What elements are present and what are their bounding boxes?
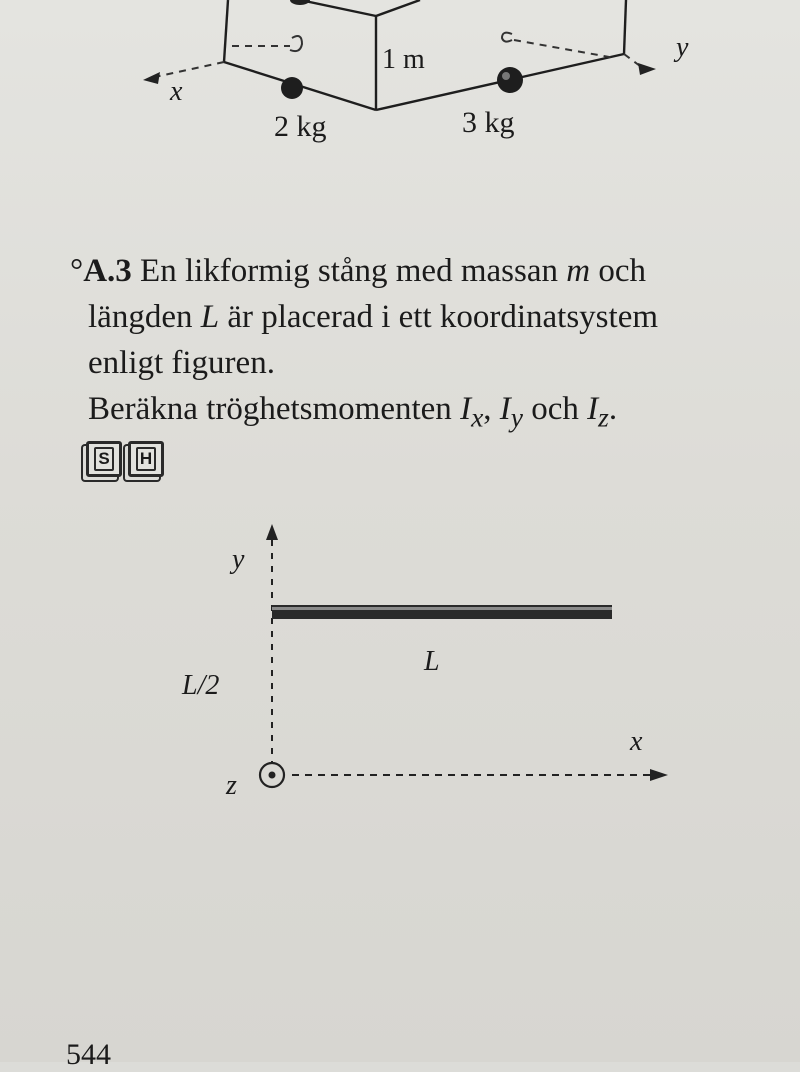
- problem-line4-start: Beräkna tröghetsmomenten: [88, 391, 461, 427]
- y-axis-arrowhead: [638, 63, 656, 75]
- var-Ix: I: [460, 391, 472, 427]
- top-figure: [0, 0, 800, 200]
- var-Iy-sub: y: [510, 401, 523, 433]
- box-edge-top-left: [300, 0, 376, 16]
- top-mass: [290, 0, 310, 5]
- x-axis-dashed: [150, 62, 224, 78]
- problem-line1-end: och: [590, 253, 646, 289]
- y-axis-dashed: [624, 54, 640, 66]
- top-axis-x-label: x: [170, 76, 183, 107]
- mass-right-label: 3 kg: [462, 106, 515, 139]
- var-Iy: I: [499, 391, 511, 427]
- rod-axis-y-label: y: [232, 544, 245, 575]
- mass-2kg: [281, 77, 303, 99]
- problem-line4-end: .: [608, 391, 618, 427]
- problem-number: A.3: [83, 253, 132, 289]
- var-L: L: [200, 299, 220, 335]
- problem-line-4: [70, 386, 780, 441]
- badge-row: [86, 441, 164, 477]
- problem-line4-and: och: [523, 391, 588, 427]
- badge-s-label: S: [94, 447, 113, 471]
- mass-left-label: 2 kg: [274, 110, 327, 143]
- box-edge-top-right: [376, 0, 420, 16]
- page-number: 544: [66, 1038, 111, 1071]
- var-Iz: I: [587, 391, 599, 427]
- mass-3kg: [497, 67, 523, 93]
- rod-axis-x-label: x: [630, 726, 643, 757]
- problem-marker: °: [70, 253, 84, 289]
- hidden-mass-left: [290, 36, 302, 51]
- problem-line2-start: längden: [88, 299, 201, 335]
- problem-text: [70, 248, 780, 441]
- x-axis-arrowhead: [143, 72, 160, 84]
- rod-length-label: L: [424, 646, 440, 677]
- problem-line-3: enligt figuren.: [88, 345, 275, 381]
- problem-line2-end: är placerad i ett koordinatsystem: [219, 299, 659, 335]
- rod-height-label: L/2: [182, 670, 220, 701]
- problem-line4-sep: ,: [483, 391, 500, 427]
- badge-s-icon: [86, 441, 122, 477]
- var-m: m: [566, 253, 591, 289]
- badge-h-label: H: [136, 447, 156, 471]
- var-Iz-sub: z: [598, 401, 609, 433]
- problem-line-1: [70, 248, 780, 294]
- badge-h-icon: [128, 441, 164, 477]
- box-edge-left: [224, 0, 228, 62]
- var-Ix-sub: x: [471, 401, 484, 433]
- edge-length-label: 1 m: [382, 44, 425, 75]
- problem-line-2: [70, 294, 780, 340]
- hidden-edge-right: [514, 40, 615, 58]
- hidden-mass-right: [502, 33, 512, 42]
- rod-axis-z-label: z: [226, 770, 237, 801]
- top-axis-y-label: y: [676, 32, 689, 63]
- mass-3kg-highlight: [502, 72, 510, 80]
- problem-line1-text: En likformig stång med massan: [131, 253, 567, 289]
- box-edge-right: [624, 0, 626, 54]
